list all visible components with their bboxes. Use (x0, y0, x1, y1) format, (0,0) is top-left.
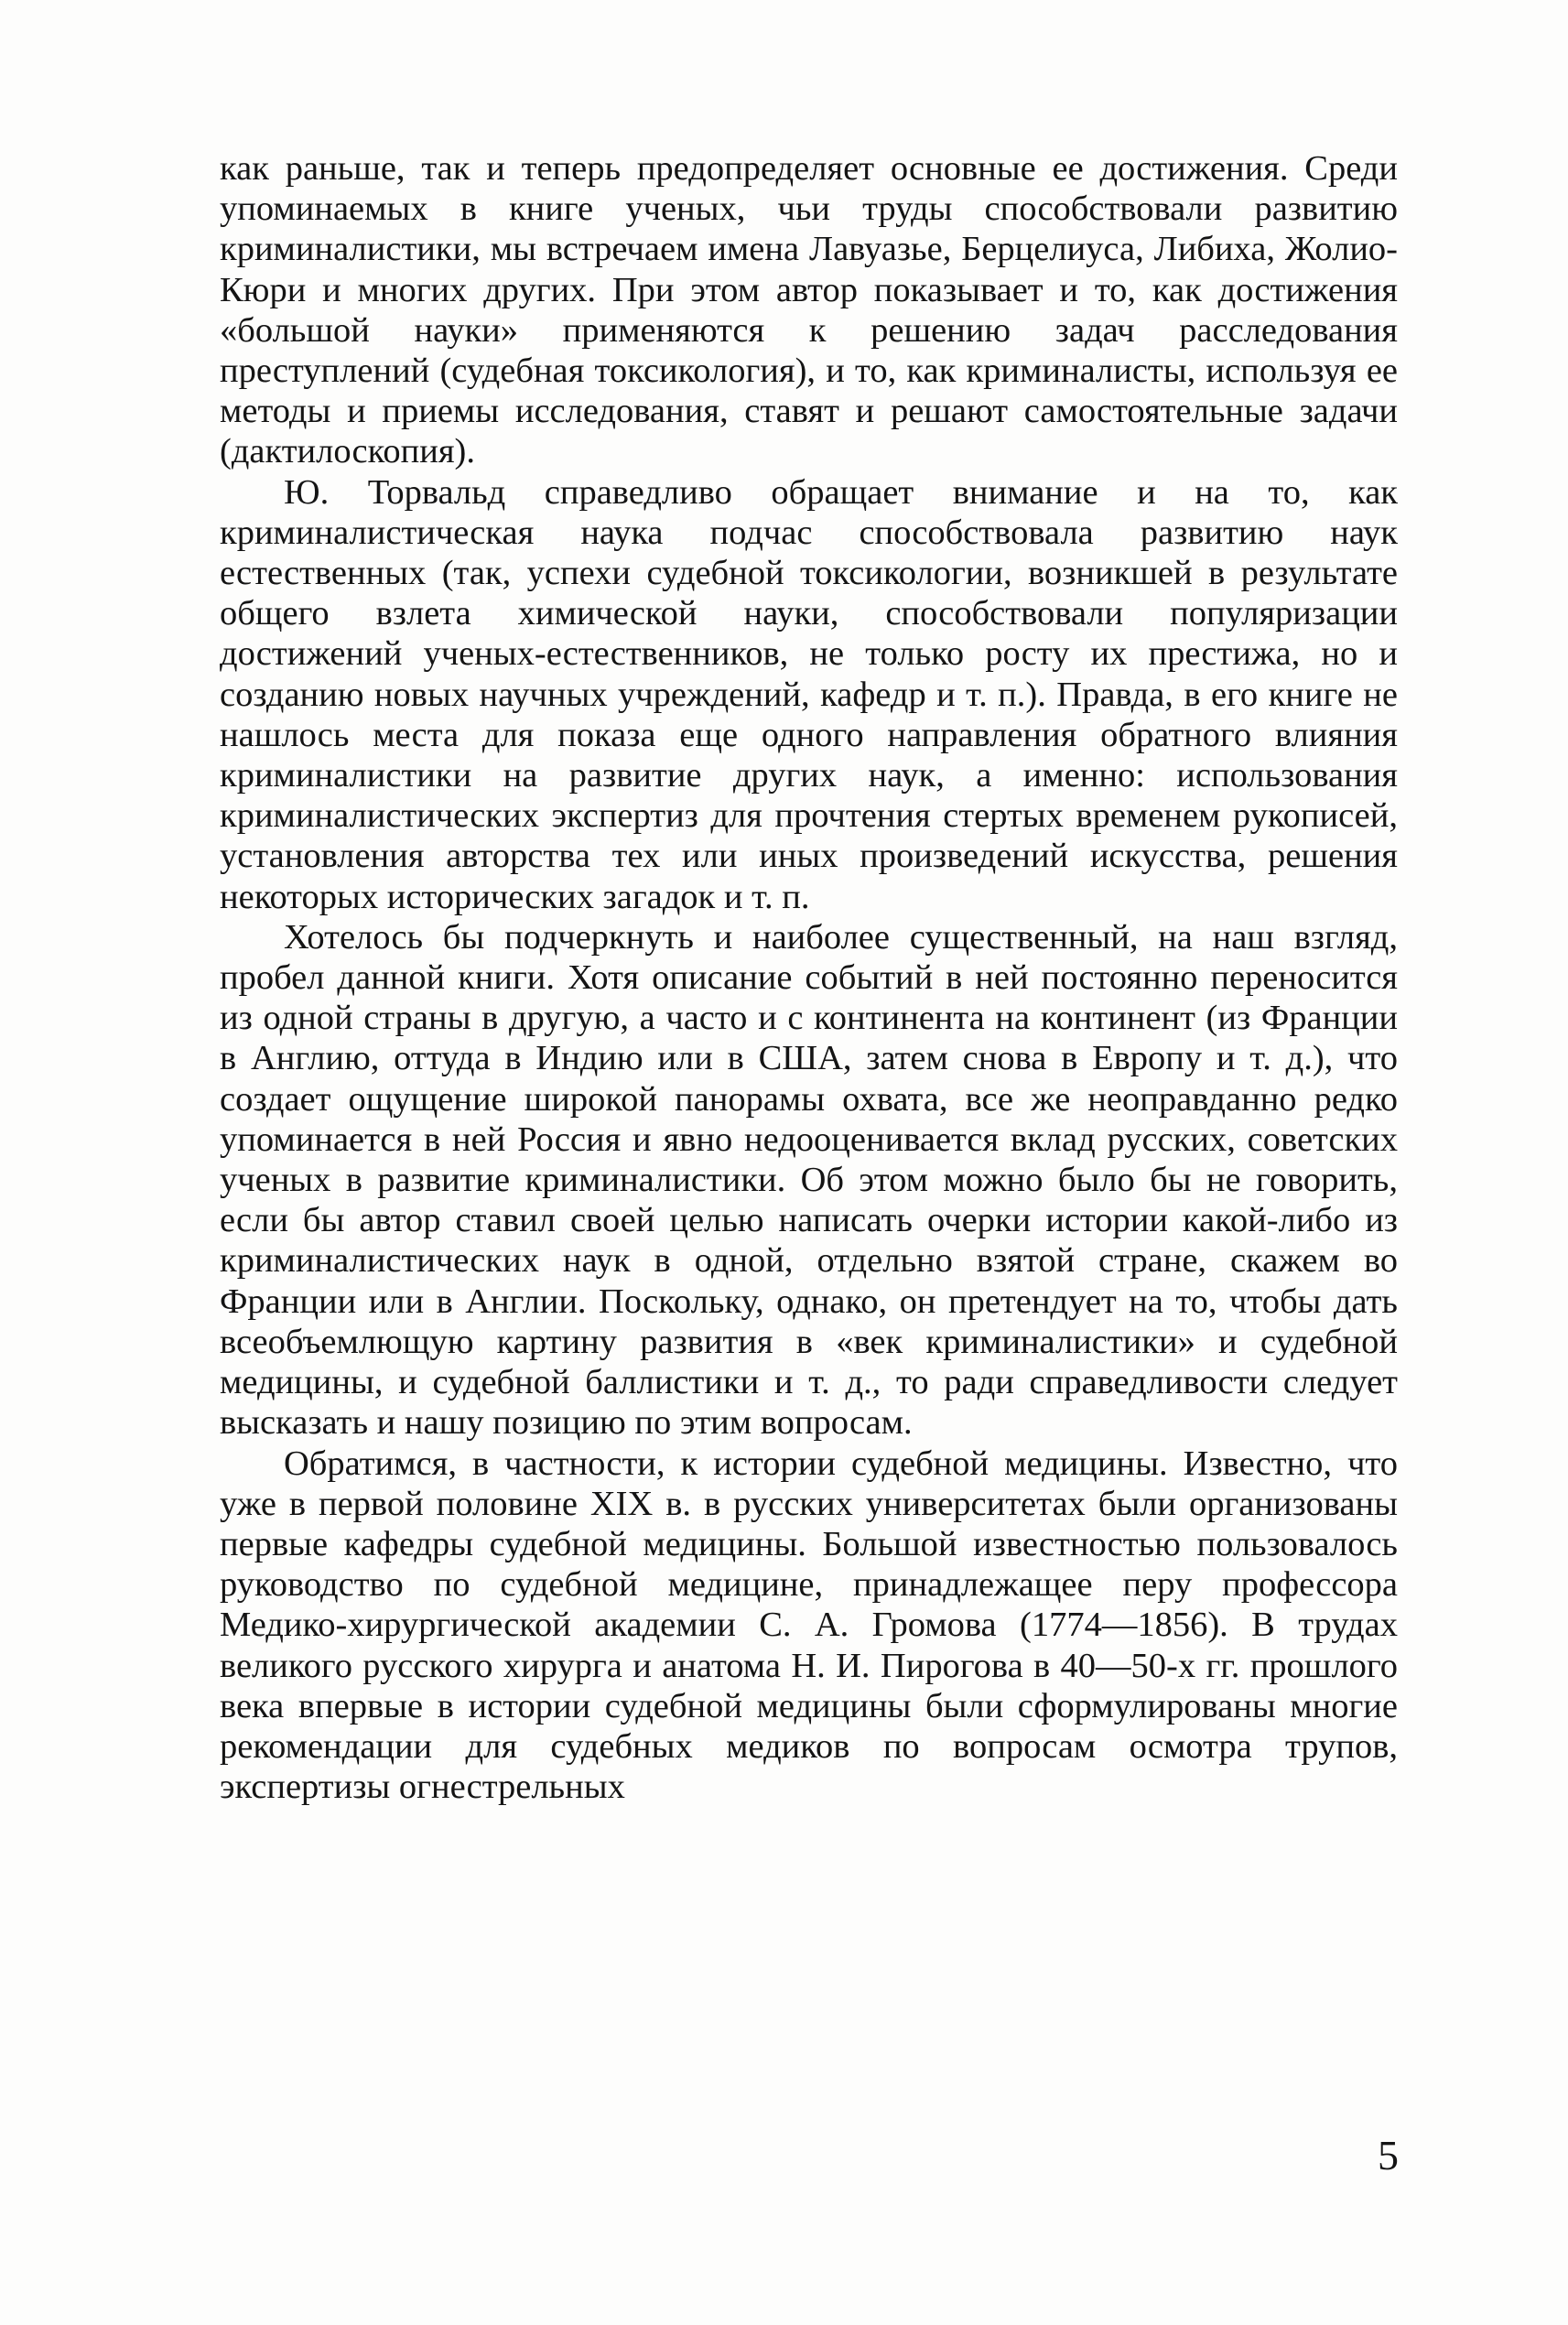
paragraph-1: как раньше, так и теперь предопределяет основные ее достижения. Среди упоминаемых в книге ученых, чьи труды способствовали развитию криминалистики, мы встречаем имена Лавуазье, Берцелиуса, Либиха, Жолио-Кюри и многих других. При этом автор показывает и то, как достижения «большой науки» применяются к решению задач расследования преступлений (судебная токсикология), и то, как криминалисты, используя ее методы и приемы исследования, ставят и решают самостоятельные задачи (дактилоскопия). (220, 149, 1398, 471)
paragraph-4: Обратимся, в частности, к истории судебной медицины. Известно, что уже в первой половине XIX в. в русских университетах были организованы первые кафедры судебной медицины. Большой известностью пользовалось руководство по судебной медицине, принадлежащее перу профессора Медико-хирургической академии С. А. Громова (1774—1856). В трудах великого русского хирурга и анатома Н. И. Пирогова в 40—50-х гг. прошлого века впервые в истории судебной медицины были сформулированы многие рекомендации для судебных медиков по вопросам осмотра трупов, экспертизы огнестрельных (220, 1444, 1398, 1807)
body-text (220, 148, 1398, 1807)
paragraph-3: Хотелось бы подчеркнуть и наиболее существенный, на наш взгляд, пробел данной книги. Хотя описание событий в ней постоянно переносится из одной страны в другую, а часто и с континента на континент (из Франции в Англию, оттуда в Индию или в США, затем снова в Европу и т. д.), что создает ощущение широкой панорамы охвата, все же неоправданно редко упоминается в ней Россия и явно недооценивается вклад русских, советских ученых в развитие криминалистики. Об этом можно было бы не говорить, если бы автор ставил своей целью написать очерки истории какой-либо из криминалистических наук в одной, отдельно взятой стране, скажем во Франции или в Англии. Поскольку, однако, он претендует на то, чтобы дать всеобъемлющую картину развития в «век криминалистики» и судебной медицины, и судебной баллистики и т. д., то ради справедливости следует высказать и нашу позицию по этим вопросам. (220, 917, 1398, 1443)
paragraph-2: Ю. Торвальд справедливо обращает внимание и на то, как криминалистическая наука подчас способствовала развитию наук естественных (так, успехи судебной токсикологии, возникшей в результате общего взлета химической науки, способствовали популяризации достижений ученых-естественников, не только росту их престижа, но и созданию новых научных учреждений, кафедр и т. п.). Правда, в его книге не нашлось места для показа еще одного направления обратного влияния криминалистики на развитие других наук, а именно: использования криминалистических экспертиз для прочтения стертых временем рукописей, установления авторства тех или иных произведений искусства, решения некоторых исторических загадок и т. п. (220, 472, 1398, 916)
page-number: 5 (1378, 2132, 1399, 2179)
